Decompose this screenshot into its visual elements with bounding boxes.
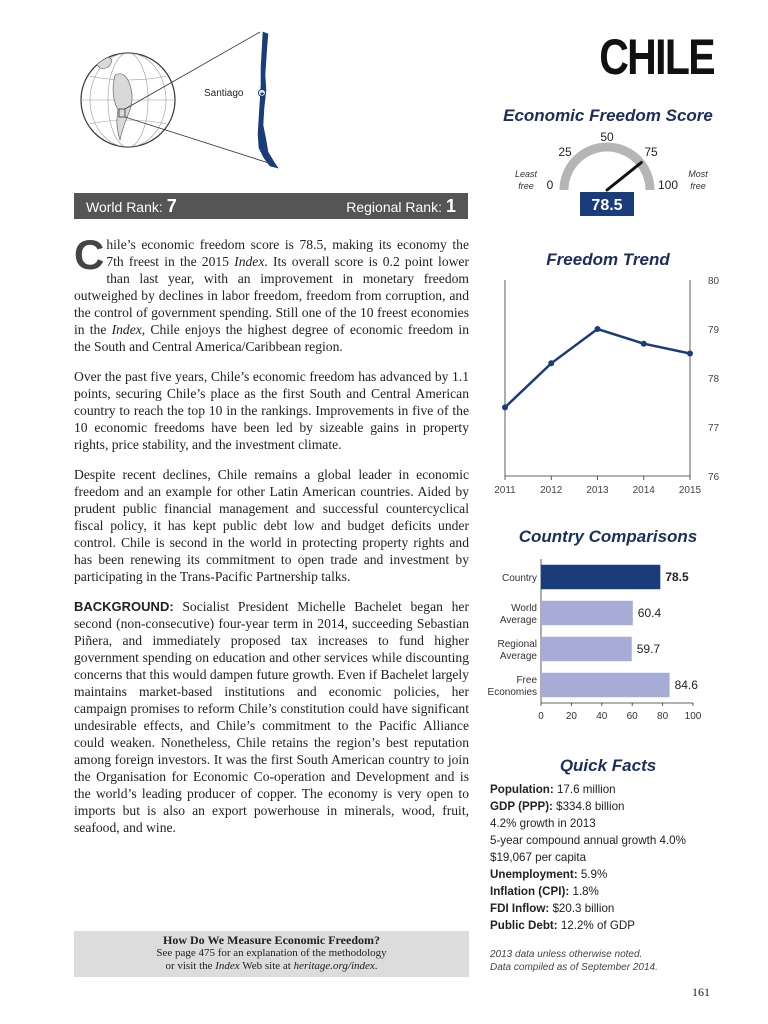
compare-category-label: Average [499,651,537,662]
fact-fdi: FDI Inflow: $20.3 billion [490,902,615,915]
gauge-tick-50: 50 [600,130,614,144]
methodology-box [74,931,469,977]
trend-x-tick: 2014 [632,485,655,496]
svg-text:Least: Least [514,169,538,179]
compare-category-label: World [511,603,537,614]
score-value: 78.5 [591,197,623,214]
trend-y-tick: 76 [708,472,720,483]
fact-population: Population: 17.6 million [490,783,616,796]
trend-line [505,329,690,407]
gauge-tick-0: 0 [546,178,554,192]
compare-value-label: 84.6 [674,678,698,692]
chile-location-map [80,30,290,190]
fact-gdp-growth: 4.2% growth in 2013 [490,817,596,830]
trend-x-tick: 2015 [678,485,702,496]
trend-x-tick: 2012 [540,485,563,496]
compare-bar [541,565,660,589]
svg-text:★: ★ [259,91,266,98]
compare-value-label: 59.7 [636,642,661,656]
compare-bar [541,601,633,625]
compare-category-label: Average [499,615,537,626]
compare-x-tick: 60 [626,711,638,722]
trend-point [687,351,693,357]
trend-y-tick: 79 [708,325,720,336]
compare-bar [541,673,670,697]
paragraph-five-years: Over the past five years, Chile’s economic freedom has advanced by 1.1 points, securing Chile’s place as the first South and Central American country to reach the top 10 in the rankings. Improvements in five of the 10 economic freedoms have been led by sizeable gains in property rights, price stability, and the investment climate. [74,369,469,452]
trend-y-tick: 80 [708,276,720,287]
methodology-heading: How Do We Measure Economic Freedom? [163,933,380,947]
paragraph-background: BACKGROUND: Socialist President Michelle Bachelet began her second (non-consecutive) four-year term in 2014, succeeding Sebastian Piñera, and immediately proposed tax increases to fund higher government spending on education and other services while discounting concerns that this would dampen future growth. Even if Bachelet largely maintains market-based institutions and economic policies, her campaign promises to reform Chile’s constitution could have significant undesirable effects, and Chile’s commitment to the Pacific Alliance could weaken. Nonetheless, Chile retains the region’s best reputation among foreign investors. It was the first South American country to join the Organisation for Economic Co-operation and Development and is the world’s leading producer of copper. The economy is very open to imports but is also an export powerhouse in minerals, wood, fruit, seafood, and wine. [74,599,469,835]
score-gauge [500,128,730,218]
svg-text:Most: Most [688,169,708,179]
drop-cap: C [74,231,105,278]
compare-x-tick: 20 [565,711,577,722]
paragraph-intro: Chile’s economic freedom score is 78.5, making its economy the 7th freest in the 2015 Index. Its overall score is 0.2 point lower than last year, with an improvement in monetary freedom outweighed by declines in labor freedom, freedom from corruption, and the control of government spending. Still one of the 10 freest economies in the Index, Chile enjoys the highest degree of economic freedom in the South and Central America/Caribbean region. [74,231,469,354]
methodology-line-1: See page 475 for an explanation of the methodology [156,947,387,959]
fact-gdp-5yr: 5-year compound annual growth 4.0% [490,834,686,847]
world-rank: World Rank: 7 [86,195,177,216]
trend-x-tick: 2011 [494,485,516,496]
svg-text:free: free [518,181,534,191]
paragraph-global-leader: Despite recent declines, Chile remains a global leader in economic freedom and an example for other Latin American countries. Aided by prudent public financial management and successful countercyclical fiscal policy, it has kept public debt low and budget deficits under control. Chile is second in the world in protecting property rights and has been renewing its commitment to open trade and investment by participating in the Trans-Pacific Partnership talks. [74,467,469,584]
chile-shape [258,32,278,168]
compare-x-tick: 0 [538,711,544,722]
compare-x-tick: 40 [596,711,608,722]
methodology-line-2: or visit the Index Web site at heritage.org/index. [165,960,378,972]
compare-x-tick: 100 [684,711,702,722]
gauge-tick-25: 25 [558,145,572,159]
score-heading: Economic Freedom Score [503,106,713,125]
trend-y-tick: 77 [708,423,720,434]
country-comparison-chart [485,553,725,733]
trend-y-tick: 78 [708,374,720,385]
methodology-link[interactable]: heritage.org/index [293,960,375,972]
fact-gdp-per-capita: $19,067 per capita [490,851,587,864]
trend-point [502,404,508,410]
trend-x-tick: 2013 [586,485,609,496]
trend-heading: Freedom Trend [546,250,670,269]
regional-rank: Regional Rank: 1 [346,195,456,216]
compare-category-label: Economies [487,687,537,698]
data-footnote: 2013 data unless otherwise noted. Data compiled as of September 2014. [490,949,658,973]
quick-facts-heading: Quick Facts [559,756,657,775]
fact-unemployment: Unemployment: 5.9% [490,868,608,881]
compare-value-label: 78.5 [665,570,689,584]
map-city-label: Santiago [204,88,244,99]
fact-gdp: GDP (PPP): $334.8 billion [490,800,625,813]
page-number: 161 [692,985,710,999]
country-title: CHILE [599,29,714,85]
trend-point [641,341,647,347]
comparison-heading: Country Comparisons [518,527,698,546]
freedom-trend-chart [490,266,730,506]
svg-text:free: free [690,181,706,191]
gauge-needle [607,162,641,190]
fact-public-debt: Public Debt: 12.2% of GDP [490,919,635,932]
compare-x-tick: 80 [657,711,669,722]
compare-category-label: Regional [497,639,537,650]
fact-inflation: Inflation (CPI): 1.8% [490,885,599,898]
rank-bar [74,193,468,219]
compare-category-label: Country [501,573,537,584]
trend-point [548,360,554,366]
compare-bar [541,637,632,661]
compare-value-label: 60.4 [637,606,662,620]
compare-category-label: Free [516,675,537,686]
quick-facts [490,781,730,934]
trend-point [595,326,601,332]
gauge-tick-75: 75 [644,145,658,159]
gauge-tick-100: 100 [657,178,679,192]
article-body [74,231,469,849]
